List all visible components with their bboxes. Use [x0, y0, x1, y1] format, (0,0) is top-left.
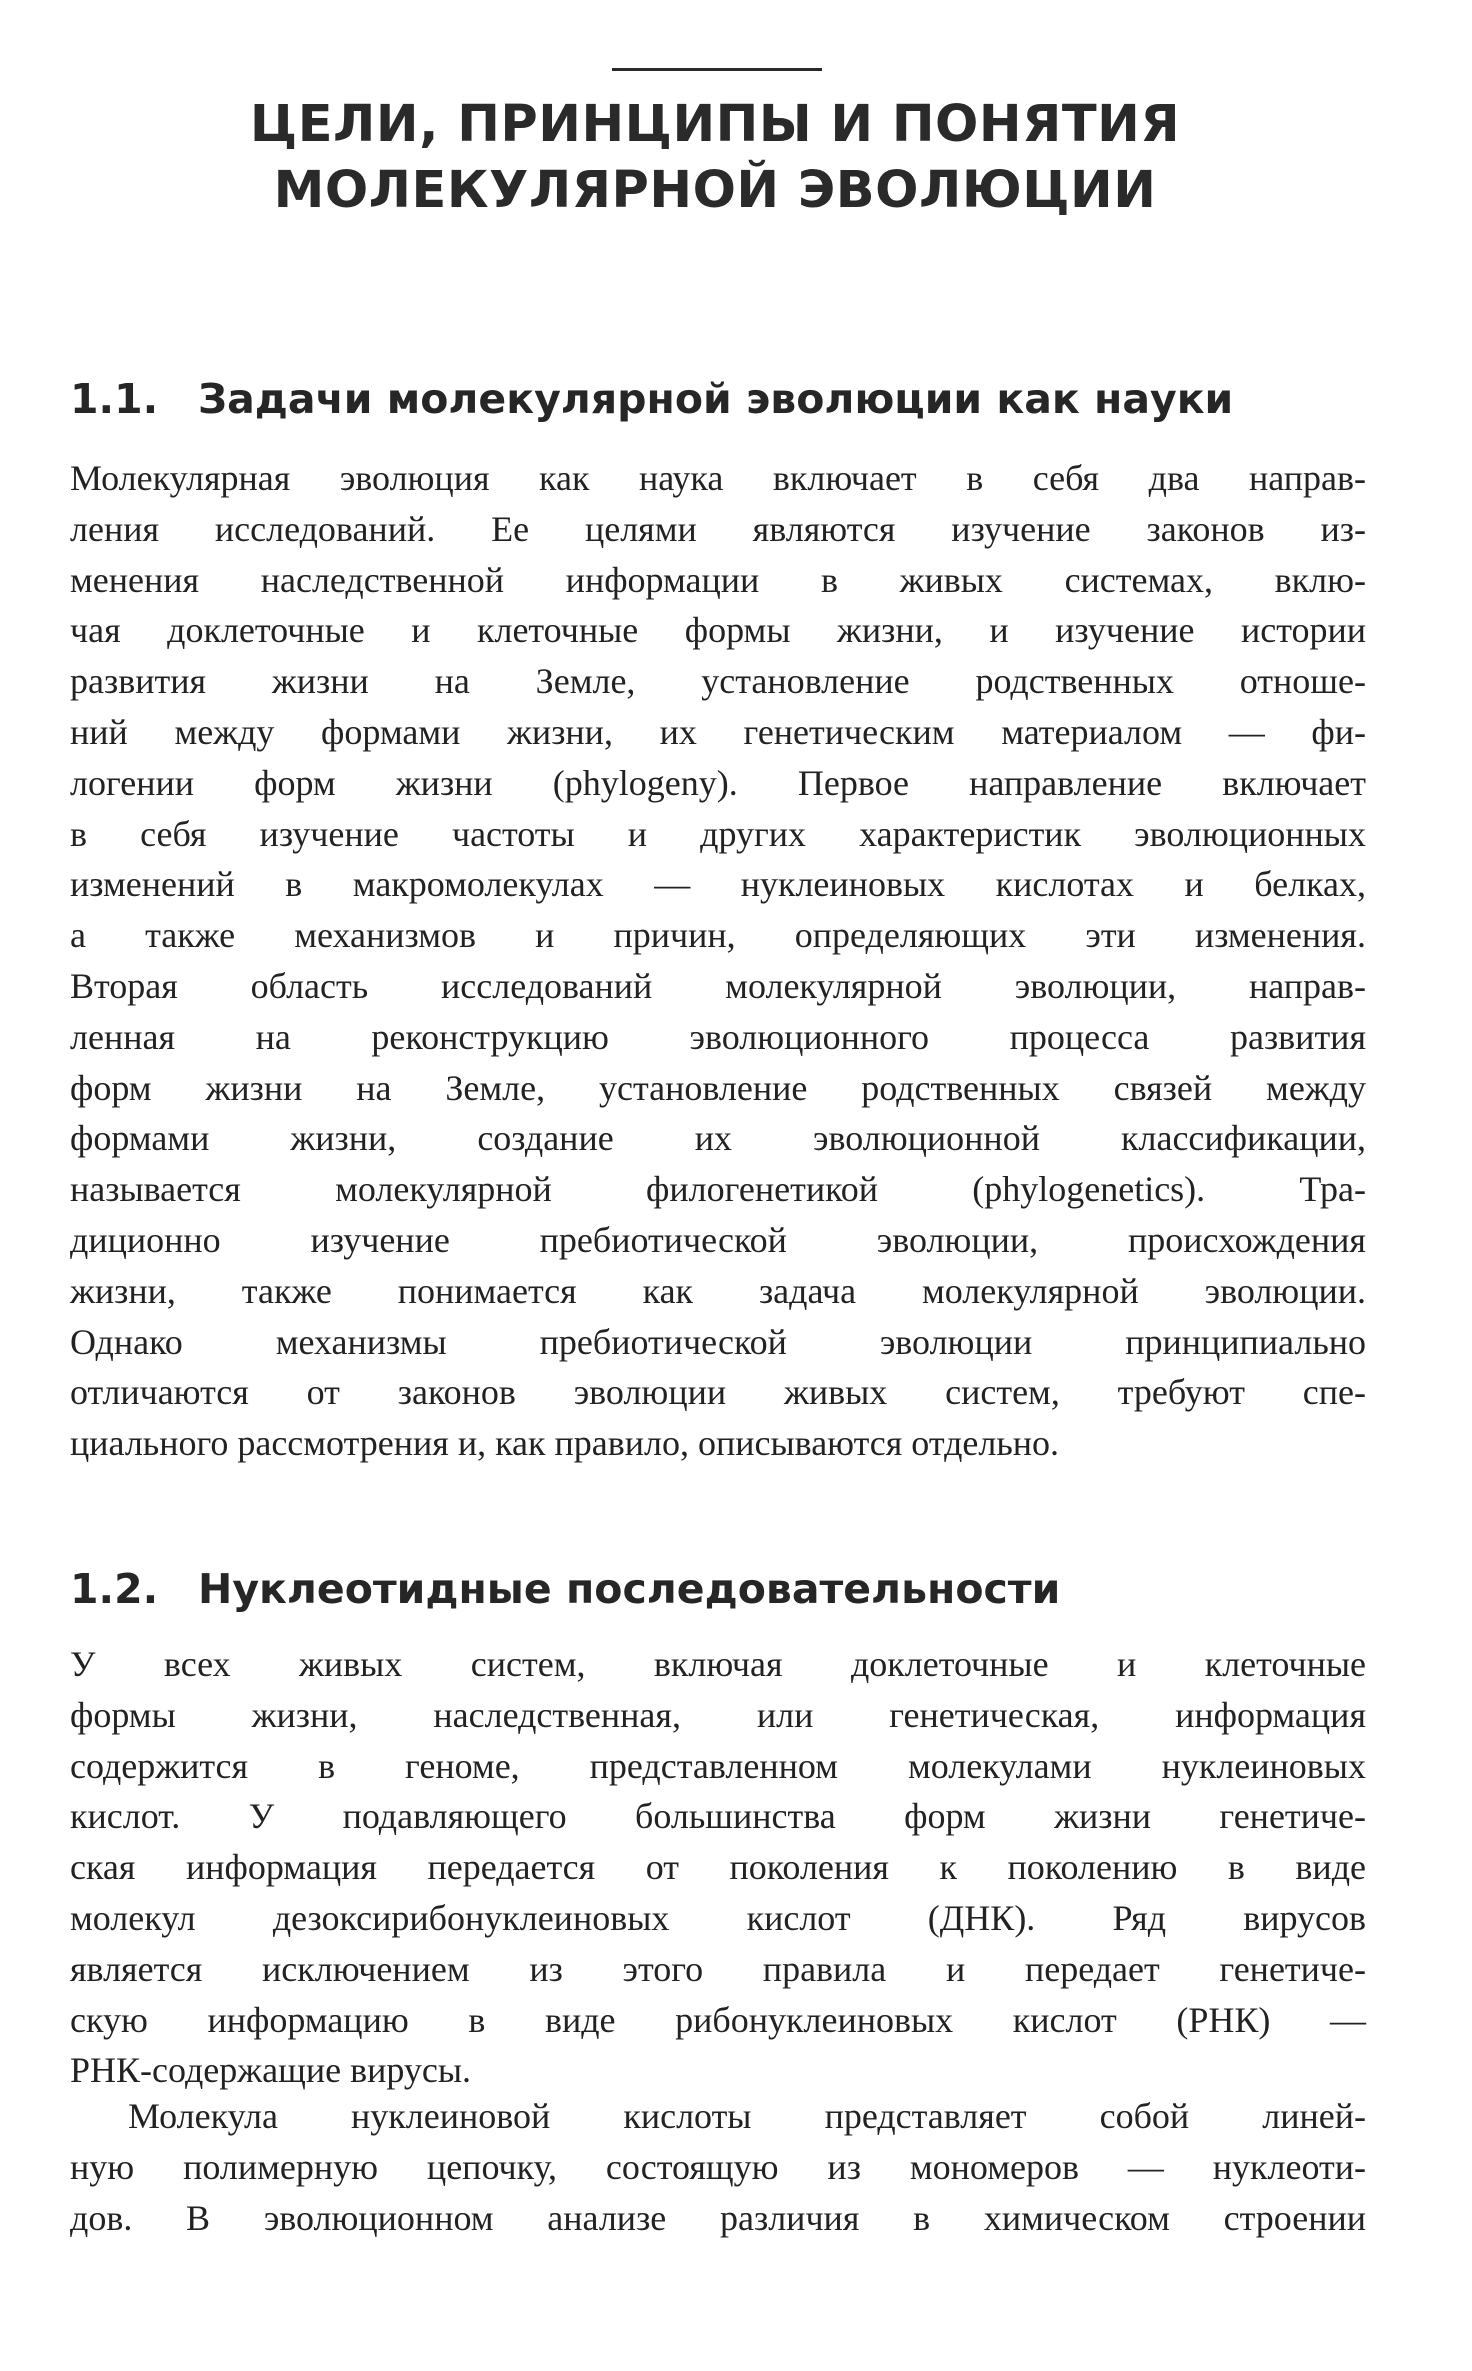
text-line: диционно изучение пребиотической эволюции, происхождения	[70, 1219, 1366, 1260]
top-divider	[612, 68, 822, 71]
text-line: формы жизни, наследственная, или генетическая, информация	[70, 1694, 1366, 1735]
text-line: а также механизмов и причин, определяющих эти изменения.	[70, 915, 1366, 956]
text-line: циального рассмотрения и, как правило, описываются отдельно.	[70, 1423, 1060, 1464]
text-line: скую информацию в виде рибонуклеиновых кислот (РНК) —	[70, 1999, 1366, 2040]
text-line: ную полимерную цепочку, состоящую из мономеров — нуклеоти-	[70, 2146, 1366, 2187]
text-line: ская информация передается от поколения к поколению в виде	[70, 1847, 1366, 1888]
text-line: логении форм жизни (phylogeny). Первое направление включает	[70, 762, 1366, 803]
section-heading	[70, 1562, 1370, 1616]
section-number: 1.2.	[70, 1565, 159, 1613]
text-line: ний между формами жизни, их генетическим материалом — фи-	[70, 711, 1366, 752]
text-line: формами жизни, создание их эволюционной классификации,	[70, 1118, 1366, 1159]
paragraph	[70, 2091, 1366, 2243]
chapter-title-line: ЦЕЛИ, ПРИНЦИПЫ И ПОНЯТИЯ	[249, 95, 1181, 154]
text-line: жизни, также понимается как задача молекулярной эволюции.	[70, 1270, 1366, 1311]
text-line: молекул дезоксирибонуклеиновых кислот (ДНК). Ряд вирусов	[70, 1897, 1366, 1938]
section-number: 1.1.	[70, 375, 159, 423]
text-line: изменений в макромолекулах — нуклеиновых кислотах и белках,	[70, 864, 1366, 905]
text-line: менения наследственной информации в живых системах, вклю-	[70, 559, 1366, 600]
text-line: форм жизни на Земле, установление родственных связей между	[70, 1067, 1366, 1108]
text-line: дов. В эволюционном анализе различия в химическом строении	[70, 2197, 1366, 2238]
text-line: ления исследований. Ее целями являются изучение законов из-	[70, 508, 1366, 549]
section-title: Нуклеотидные последовательности	[198, 1565, 1061, 1613]
text-line: Молекулярная эволюция как наука включает в себя два направ-	[70, 458, 1366, 498]
text-line: Вторая область исследований молекулярной эволюции, направ-	[70, 965, 1366, 1006]
text-line: У всех живых систем, включая доклеточные и клеточные	[70, 1644, 1366, 1684]
text-line: развития жизни на Земле, установление родственных отноше-	[70, 661, 1366, 702]
text-line: содержится в геноме, представленном молекулами нуклеиновых	[70, 1745, 1366, 1786]
text-line: ленная на реконструкцию эволюционного процесса развития	[70, 1016, 1366, 1057]
text-line: чая доклеточные и клеточные формы жизни, и изучение истории	[70, 610, 1366, 651]
text-line: отличаются от законов эволюции живых систем, требуют спе-	[70, 1372, 1366, 1413]
text-line: в себя изучение частоты и других характеристик эволюционных	[70, 813, 1366, 854]
section-title: Задачи молекулярной эволюции как науки	[198, 375, 1234, 423]
text-line: РНК-содержащие вирусы.	[70, 2050, 472, 2091]
text-line: Однако механизмы пребиотической эволюции принципиально	[70, 1321, 1366, 1362]
section-heading	[70, 372, 1370, 426]
text-line: Молекула нуклеиновой кислоты представляет собой линей-	[128, 2096, 1366, 2136]
chapter-title-line: МОЛЕКУЛЯРНОЙ ЭВОЛЮЦИИ	[273, 161, 1157, 220]
paragraph	[70, 453, 1366, 1469]
paragraph	[70, 1639, 1366, 2096]
text-line: называется молекулярной филогенетикой (phylogenetics). Тра-	[70, 1169, 1366, 1210]
text-line: является исключением из этого правила и передает генетиче-	[70, 1948, 1366, 1989]
text-line: кислот. У подавляющего большинства форм жизни генетиче-	[70, 1796, 1366, 1837]
chapter-title	[70, 92, 1360, 224]
